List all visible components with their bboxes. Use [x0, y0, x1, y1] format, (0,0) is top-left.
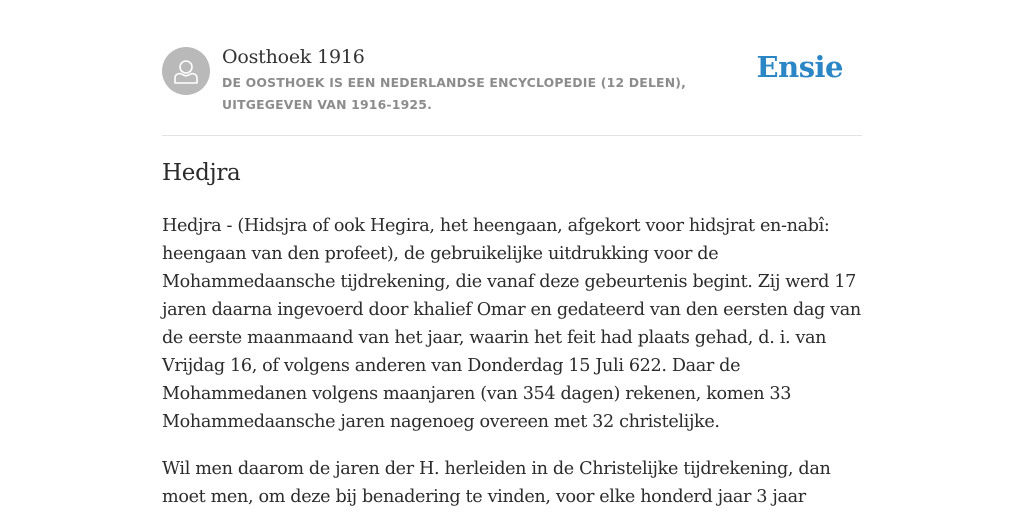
source-title[interactable]: Oosthoek 1916 — [222, 46, 365, 68]
article-paragraph: Hedjra - (Hidsjra of ook Hegira, het heengaan, afgekort voor hidsjrat en-nabî: heengaan van den profeet), de gebruikelijke uitdrukking voor de Mohammedaansche tijdrekening, die vanaf deze gebeurtenis begint. Zij werd 17 jaren daarna ingevoerd door khalief Omar en gedateerd van den eersten dag van de eerste maanmaand van het jaar, waarin het feit had plaats gehad, d. i. van Vrijdag 16, of volgens anderen van Donderdag 15 Juli 622. Daar de Mohammedanen volgens maanjaren (van 354 dagen) rekenen, komen 33 Mohammedaansche jaren nagenoeg overeen met 32 christelijke. — [162, 216, 861, 432]
article-body — [162, 212, 862, 512]
source-description: DE OOSTHOEK IS EEN NEDERLANDSE ENCYCLOPEDIE (12 DELEN), UITGEGEVEN VAN 1916-1925. — [222, 75, 687, 112]
article-title: Hedjra — [162, 160, 241, 186]
brand-logo[interactable]: Ensie — [756, 50, 843, 84]
page-container — [162, 0, 862, 507]
source-header — [162, 0, 862, 136]
article-paragraph: Wil men daarom de jaren der H. herleiden in de Christelijke tijdrekening, dan moet men, om deze bij benadering te vinden, voor elke honderd jaar 3 jaar — [162, 459, 831, 507]
avatar[interactable] — [162, 47, 210, 95]
user-placeholder-icon — [162, 47, 210, 95]
